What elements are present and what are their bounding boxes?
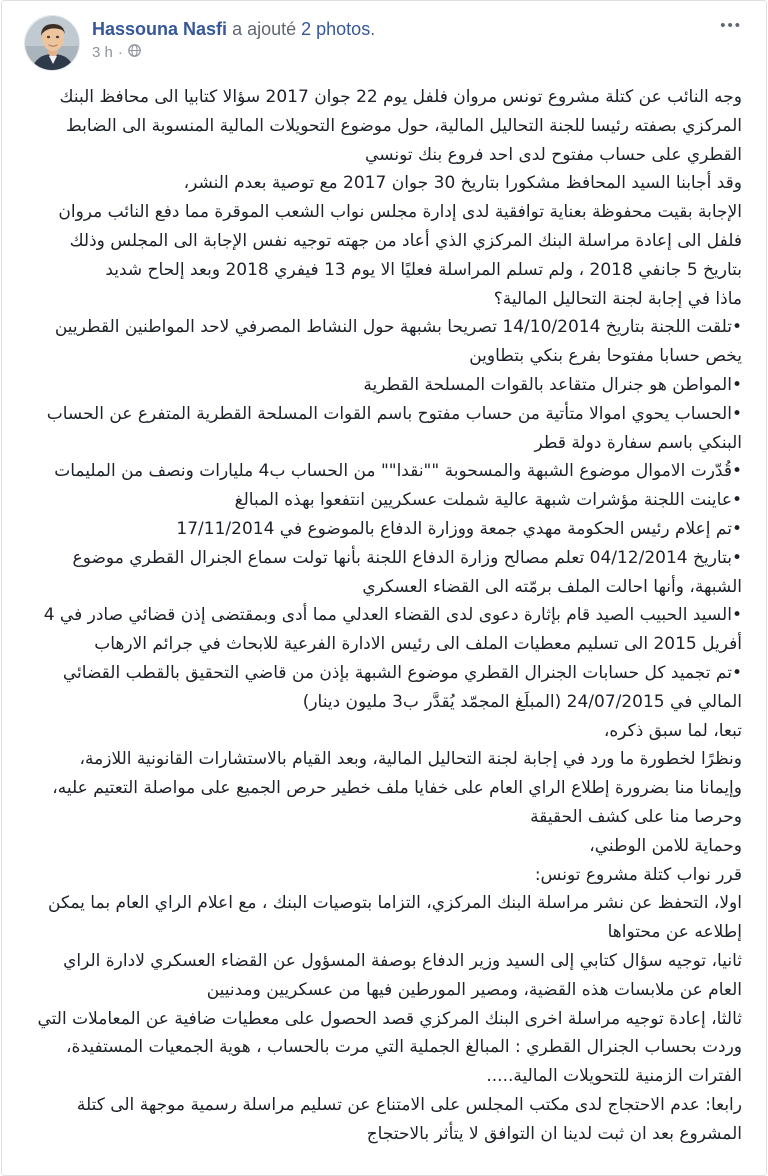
post-paragraph: •تم تجميد كل حسابات الجنرال القطري موضوع الشبهة بإذن من قاضي التحقيق بالقطب القضائي المالي في 24/07/2015 (المبلَغ المجمّد يُقدَّر ب3 مليون دينار)	[62, 662, 742, 712]
globe-icon	[128, 44, 141, 61]
avatar-portrait	[25, 16, 80, 71]
post-paragraph: اولا، التحفظ عن نشر مراسلة البنك المركزي، التزاما بتوصيات البنك ، مع اعلام الراي العام بما يمكن إطلاعه عن محتواها	[48, 893, 742, 943]
header-texts	[80, 15, 718, 61]
timestamp[interactable]: 3 h	[92, 44, 113, 61]
post-paragraph: قرر نواب كتلة مشروع تونس:	[534, 864, 742, 885]
post-paragraph: •قُدّرت الاموال موضوع الشبهة والمسحوبة ""نقدا"" من الحساب ب4 مليارات ونصف من المليمات	[54, 461, 742, 482]
action-suffix: .	[370, 19, 376, 39]
post-paragraph: •عاينت اللجنة مؤشرات شبهة عالية شملت عسكريين انتفعوا بهذه المبالغ	[234, 490, 742, 511]
meta-separator: ·	[117, 44, 123, 61]
post-paragraph: ثانيا، توجيه سؤال كتابي إلى السيد وزير الدفاع بوصفة المسؤول عن القضاء العسكري لادارة الراي العام عن ملابسات هذه القضية، ومصير المورطين فيها من عسكريين ومدنيين	[63, 950, 742, 1000]
post-card	[1, 0, 767, 1176]
post-paragraph: رابعا: عدم الاحتجاج لدى مكتب المجلس على الامتناع عن تسليم مراسلة رسمية موجهة الى كتلة المشروع بعد ان ثبت لدينا ان التوافق لا يتأثر بالاحتجاج	[76, 1094, 742, 1144]
post-paragraph: ثالثا، إعادة توجيه مراسلة اخرى البنك المركزي قصد الحصول على معطيات ضافية عن المعاملات التي وردت بحساب الجنرال القطري : المبالغ الجملية التي مرت بالحساب ، هوية الجمعيات المستفيدة، الفترات الزمنية للتحويلات المالية.....	[37, 1008, 742, 1087]
post-paragraph: الإجابة بقيت محفوظة بعناية توافقية لدى إدارة مجلس نواب الشعب الموقرة مما دفع النائب مروان فلفل الى إعادة مراسلة البنك المركزي الذي أعاد من جهته توجيه نفس الإجابة الى المجلس وذلك بتاريخ 5 جانفي 2018 ، ولم تسلم المراسلة فعليًا الا يوم 13 فيفري 2018 وبعد إلحاح شديد	[58, 202, 742, 280]
post-body	[2, 79, 766, 1168]
meta-line	[92, 44, 706, 61]
post-paragraph: وإيمانا منا بضرورة إطلاع الراي العام على خفايا ملف خطير حرص الجميع على مواصلة التعتيم عليه،	[52, 778, 742, 799]
photos-link[interactable]: 2 photos	[301, 19, 371, 39]
post-paragraph: وقد أجابنا السيد المحافظ مشكورا بتاريخ 30 جوان 2017 مع توصية بعدم النشر،	[183, 173, 742, 194]
post-paragraph: ونظرًا لخطورة ما ورد في إجابة لجنة التحاليل المالية، وبعد القيام بالاستشارات القانونية اللازمة،	[79, 749, 742, 770]
post-paragraph: •السيد الحبيب الصيد قام بإثارة دعوى لدى القضاء العدلي مما أدى وبمقتضى إذن قضائي صادر في 4 أفريل 2015 الى تسليم معطيات الملف الى رئيس الادارة الفرعية للابحاث في جرائم الارهاب	[43, 605, 742, 655]
post-paragraph: تبعا، لما سبق ذكره،	[603, 720, 742, 741]
avatar[interactable]	[24, 15, 80, 71]
post-header	[2, 1, 766, 79]
header-line	[92, 17, 706, 41]
post-paragraph: وحماية للامن الوطني،	[589, 835, 742, 856]
action-text: a ajouté	[232, 19, 297, 39]
post-paragraph: •بتاريخ 04/12/2014 تعلم مصالح وزارة الدفاع اللجنة بأنها تولت سماع الجنرال القطري موضوع الشبهة، وأنها احالت الملف برمّته الى القضاء العسكري	[72, 547, 742, 597]
post-paragraph: وحرصا منا على كشف الحقيقة	[530, 806, 742, 827]
post-paragraph: •تلقت اللجنة بتاريخ 14/10/2014 تصريحا بشبهة حول النشاط المصرفي لاحد المواطنين القطريين يخص حسابا مفتوحا بفرع بنكي بتطاوين	[54, 317, 742, 367]
author-link[interactable]: Hassouna Nasfi	[92, 19, 228, 39]
post-paragraph: •تم إعلام رئيس الحكومة مهدي جمعة ووزارة الدفاع بالموضوع في 17/11/2014	[176, 518, 742, 539]
post-paragraph: •المواطن هو جنرال متقاعد بالقوات المسلحة القطرية	[363, 374, 742, 395]
post-paragraph: ماذا في إجابة لجنة التحاليل المالية؟	[493, 288, 742, 309]
post-paragraph: •الحساب يحوي اموالا متأتية من حساب مفتوح باسم القوات المسلحة القطرية المتفرع عن الحساب البنكي باسم سفارة دولة قطر	[46, 403, 742, 453]
post-options-icon[interactable]: •••	[720, 17, 742, 34]
post-paragraph: وجه النائب عن كتلة مشروع تونس مروان فلفل يوم 22 جوان 2017 سؤالا كتابيا الى محافظ البنك المركزي بصفته رئيسا للجنة التحاليل المالية، حول موضوع التحويلات المالية المنسوبة الى الضابط القطري على حساب مفتوح لدى احد فروع بنك تونسي	[59, 87, 742, 165]
